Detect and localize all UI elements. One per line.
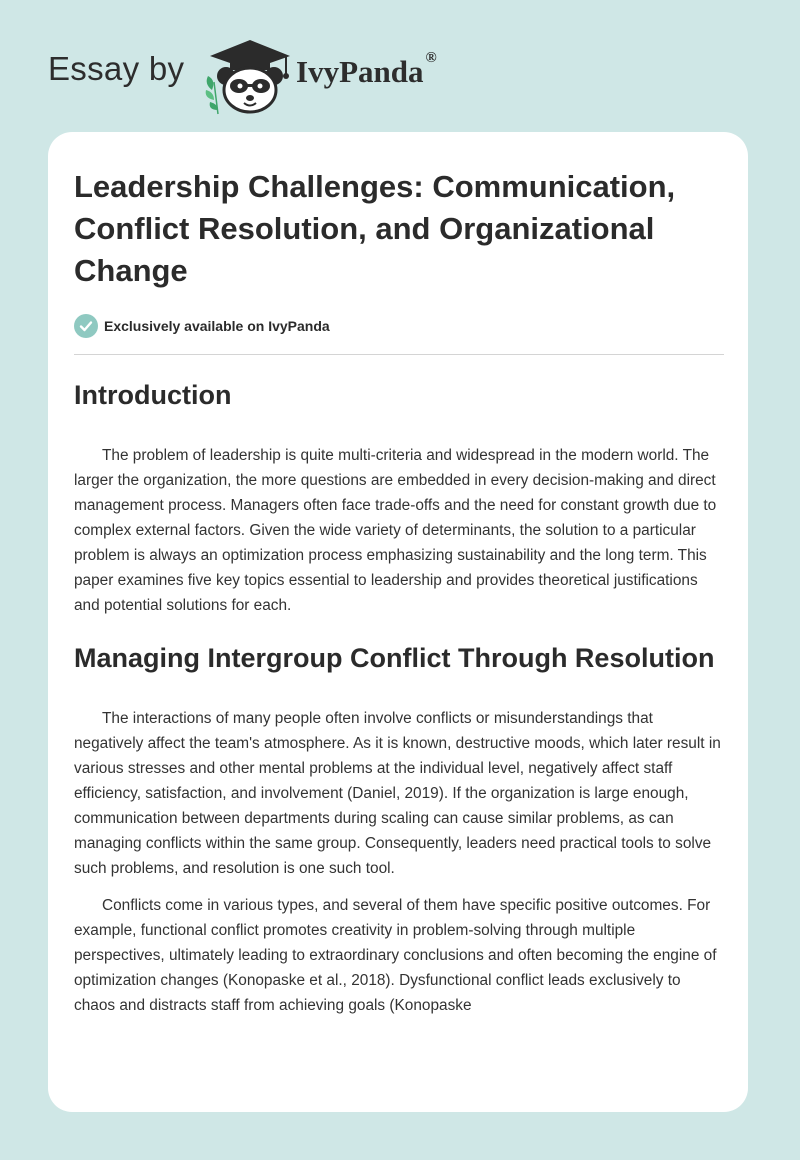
check-icon <box>74 314 98 338</box>
essay-title: Leadership Challenges: Communication, Conflict Resolution, and Organizational Change <box>74 169 676 288</box>
essay-by-label: Essay by <box>48 50 185 87</box>
paragraph: The interactions of many people often involve conflicts or misunderstandings that negatively affect the team's atmosphere. As it is known, destructive moods, which later result in various stresses and other mental problems at the individual level, negatively affect staff efficiency, satisfaction, and involvement (Daniel, 2019). If the organization is large enough, communication between departments during scaling can cause similar problems, as can managing conflicts within the same group. Consequently, leaders need practical tools to solve such problems, and resolution is one such tool. <box>74 710 721 877</box>
section-heading-introduction: Introduction <box>74 380 232 410</box>
exclusive-badge <box>74 312 724 340</box>
paragraph: The problem of leadership is quite multi-criteria and widespread in the modern world. The larger the organization, the more questions are embedded in every decision-making and direct management process. Managers often face trade-offs and the need for constant growth due to complex external factors. Given the wide variety of determinants, the solution to a particular problem is always an optimization process emphasizing sustainability and the long term. This paper examines five key topics essential to leadership and provides theoretical justifications and potential solutions for each. <box>74 447 717 614</box>
exclusive-label: Exclusively available on IvyPanda <box>104 318 330 334</box>
title-divider <box>74 354 724 355</box>
registered-mark: ® <box>425 50 437 66</box>
ivypanda-logo-icon[interactable] <box>200 34 296 116</box>
ivypanda-brand-name[interactable] <box>296 50 437 90</box>
essay-card <box>48 132 748 1112</box>
section-heading-intergroup-conflict: Managing Intergroup Conflict Through Resolution <box>74 643 715 673</box>
paragraph: Conflicts come in various types, and several of them have specific positive outcomes. For example, functional conflict promotes creativity in problem-solving through multiple perspectives, ultimately leading to extraordinary conclusions and often becoming the engine of optimization changes (Konopaske et al., 2018). Dysfunctional conflict leads exclusively to chaos and distracts staff from achieving goals (Konopaske <box>74 897 717 1014</box>
brand-text: IvyPanda <box>296 54 424 89</box>
site-header <box>48 28 508 118</box>
essay-content <box>74 166 724 1018</box>
